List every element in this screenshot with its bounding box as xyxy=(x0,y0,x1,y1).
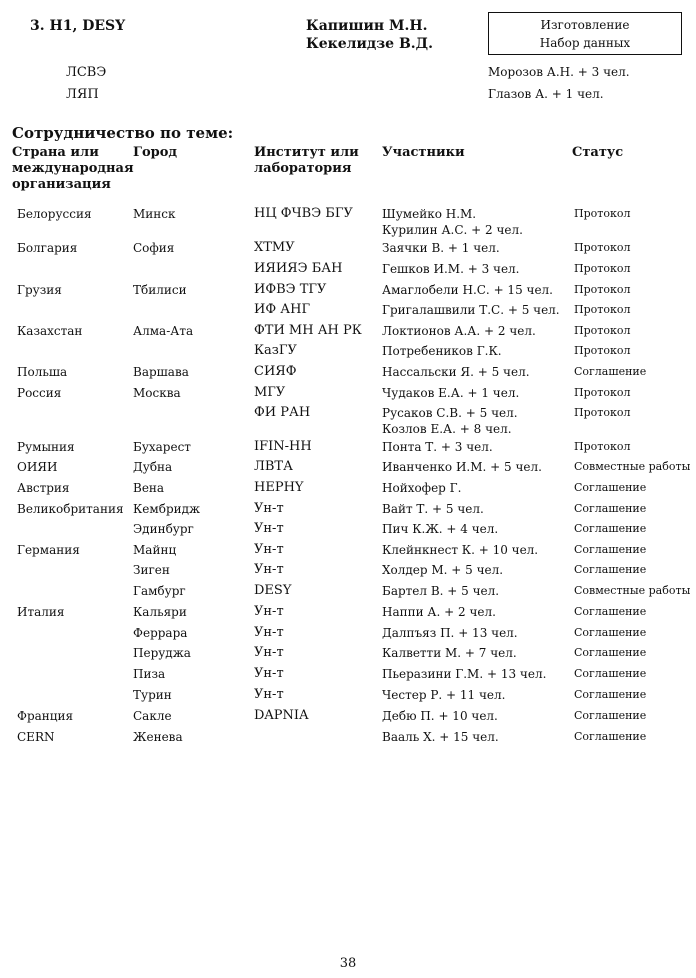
jinr-lab-name: ЛЯП xyxy=(66,87,99,102)
cell-city: Варшава xyxy=(133,365,189,379)
column-header-city: Город xyxy=(133,145,178,160)
cell-institute: DESY xyxy=(254,583,292,598)
cell-status: Соглашение xyxy=(574,502,647,515)
cell-participants: Потребеников Г.К. xyxy=(382,344,502,358)
cell-institute: ФТИ МН АН РК xyxy=(254,323,362,338)
cell-country: Польша xyxy=(17,365,68,379)
topic-number-title: 3. H1, DESY xyxy=(30,18,126,34)
page-number: 38 xyxy=(339,956,357,971)
topic-leader-2: Кекелидзе В.Д. xyxy=(306,36,433,52)
cell-country: Россия xyxy=(17,386,62,400)
cell-status: Соглашение xyxy=(574,481,647,494)
cell-city: София xyxy=(133,241,175,255)
cell-city: Алма-Ата xyxy=(133,324,194,338)
cell-participants: Амаглобели Н.С. + 15 чел. xyxy=(382,283,553,297)
cell-institute: НЕРНY xyxy=(254,480,304,495)
cell-city: Перуджа xyxy=(133,646,191,660)
cell-participants: Чудаков Е.А. + 1 чел. xyxy=(382,386,520,400)
cell-status: Соглашение xyxy=(574,522,647,535)
cell-participants: Вайт Т. + 5 чел. xyxy=(382,502,484,516)
cell-country: Франция xyxy=(17,709,74,723)
column-header-status: Статус xyxy=(572,145,624,160)
cell-participants: Вааль Х. + 15 чел. xyxy=(382,730,499,744)
cell-participants: Григалашвили Т.С. + 5 чел. xyxy=(382,303,560,317)
cell-participants-extra: Козлов Е.А. + 8 чел. xyxy=(382,422,512,436)
cell-status: Соглашение xyxy=(574,667,647,680)
cell-status: Соглашение xyxy=(574,688,647,701)
cell-country: Казахстан xyxy=(17,324,83,338)
cell-city: Зиген xyxy=(133,563,170,577)
cell-participants: Пьеразини Г.М. + 13 чел. xyxy=(382,667,547,681)
cell-status: Соглашение xyxy=(574,730,647,743)
cell-institute: МГУ xyxy=(254,385,286,400)
cell-status: Совместные работы xyxy=(574,460,691,473)
cell-city: Москва xyxy=(133,386,181,400)
cell-institute: Ун-т xyxy=(254,501,284,516)
cell-status: Соглашение xyxy=(574,563,647,576)
cell-participants-extra: Курилин А.С. + 2 чел. xyxy=(382,223,523,237)
cell-institute: Ун-т xyxy=(254,562,284,577)
cell-status: Соглашение xyxy=(574,543,647,556)
cell-status: Протокол xyxy=(574,283,631,296)
cell-country: Австрия xyxy=(17,481,70,495)
cell-institute: Ун-т xyxy=(254,604,284,619)
column-header-country: Страна или международная организация xyxy=(12,145,134,192)
cell-status: Протокол xyxy=(574,386,631,399)
cell-participants: Дебю П. + 10 чел. xyxy=(382,709,498,723)
cell-participants: Шумейко Н.М. xyxy=(382,207,477,221)
cell-institute: IFIN-НН xyxy=(254,439,312,454)
cell-participants: Нойхофер Г. xyxy=(382,481,462,495)
cell-city: Феррара xyxy=(133,626,188,640)
cell-participants: Холдер М. + 5 чел. xyxy=(382,563,504,577)
cell-status: Протокол xyxy=(574,241,631,254)
cell-status: Соглашение xyxy=(574,605,647,618)
cell-country: CERN xyxy=(17,730,55,744)
collaboration-title: Сотрудничество по теме: xyxy=(12,124,234,142)
cell-status: Протокол xyxy=(574,303,631,316)
cell-institute: ХТМУ xyxy=(254,240,295,255)
cell-city: Кальяри xyxy=(133,605,187,619)
stage-status-line-2: Набор данных xyxy=(539,36,631,50)
cell-institute: Ун-т xyxy=(254,521,284,536)
cell-participants: Заячки В. + 1 чел. xyxy=(382,241,500,255)
cell-institute: Ун-т xyxy=(254,687,284,702)
cell-city: Дубна xyxy=(133,460,173,474)
stage-status-box xyxy=(488,12,682,55)
topic-leader-1: Капишин М.Н. xyxy=(306,18,428,34)
cell-participants: Иванченко И.М. + 5 чел. xyxy=(382,460,542,474)
cell-city: Женева xyxy=(133,730,183,744)
cell-city: Минск xyxy=(133,207,176,221)
jinr-lab-people: Глазов А. + 1 чел. xyxy=(488,87,604,101)
cell-country: Грузия xyxy=(17,283,62,297)
column-header-participants: Участники xyxy=(382,145,465,160)
cell-status: Протокол xyxy=(574,344,631,357)
cell-institute: ИФ АНГ xyxy=(254,302,311,317)
cell-status: Соглашение xyxy=(574,709,647,722)
cell-city: Турин xyxy=(133,688,172,702)
cell-participants: Понта Т. + 3 чел. xyxy=(382,440,493,454)
cell-institute: Ун-т xyxy=(254,542,284,557)
cell-institute: КазГУ xyxy=(254,343,297,358)
cell-institute: СИЯФ xyxy=(254,364,297,379)
cell-country: Болгария xyxy=(17,241,78,255)
cell-participants: Далпъяз П. + 13 чел. xyxy=(382,626,518,640)
jinr-lab-name: ЛСВЭ xyxy=(66,65,107,80)
cell-institute: ФИ РАН xyxy=(254,405,311,420)
cell-institute: Ун-т xyxy=(254,625,284,640)
cell-city: Гамбург xyxy=(133,584,186,598)
cell-city: Эдинбург xyxy=(133,522,194,536)
cell-country: Белоруссия xyxy=(17,207,92,221)
cell-participants: Калветти М. + 7 чел. xyxy=(382,646,517,660)
cell-participants: Русаков С.В. + 5 чел. xyxy=(382,406,518,420)
cell-status: Протокол xyxy=(574,262,631,275)
cell-status: Протокол xyxy=(574,440,631,453)
cell-city: Пиза xyxy=(133,667,166,681)
cell-city: Майнц xyxy=(133,543,177,557)
cell-status: Протокол xyxy=(574,324,631,337)
cell-participants: Клейнкнест К. + 10 чел. xyxy=(382,543,539,557)
cell-country: Великобритания xyxy=(17,502,124,516)
cell-city: Вена xyxy=(133,481,165,495)
cell-status: Соглашение xyxy=(574,626,647,639)
jinr-lab-people: Морозов А.Н. + 3 чел. xyxy=(488,65,630,79)
cell-city: Кембридж xyxy=(133,502,201,516)
cell-institute: Ун-т xyxy=(254,645,284,660)
cell-institute: ЛВТА xyxy=(254,459,293,474)
cell-status: Протокол xyxy=(574,406,631,419)
cell-city: Бухарест xyxy=(133,440,191,454)
cell-city: Сакле xyxy=(133,709,172,723)
cell-participants: Честер Р. + 11 чел. xyxy=(382,688,506,702)
cell-institute: Ун-т xyxy=(254,666,284,681)
cell-country: Италия xyxy=(17,605,65,619)
cell-country: Румыния xyxy=(17,440,75,454)
cell-participants: Бартел В. + 5 чел. xyxy=(382,584,500,598)
cell-participants: Локтионов А.А. + 2 чел. xyxy=(382,324,536,338)
cell-status: Протокол xyxy=(574,207,631,220)
cell-country: Германия xyxy=(17,543,80,557)
cell-institute: DAPNIA xyxy=(254,708,309,723)
cell-participants: Пич К.Ж. + 4 чел. xyxy=(382,522,499,536)
cell-status: Соглашение xyxy=(574,365,647,378)
stage-status-line-1: Изготовление xyxy=(540,18,630,32)
column-header-institute: Институт или лаборатория xyxy=(254,145,359,176)
cell-status: Соглашение xyxy=(574,646,647,659)
cell-participants: Нассальски Я. + 5 чел. xyxy=(382,365,530,379)
cell-institute: ИЯИЯЭ БАН xyxy=(254,261,343,276)
cell-institute: ИФВЭ ТГУ xyxy=(254,282,327,297)
cell-city: Тбилиси xyxy=(133,283,187,297)
cell-participants: Гешков И.М. + 3 чел. xyxy=(382,262,520,276)
cell-institute: НЦ ФЧВЭ БГУ xyxy=(254,206,353,221)
cell-status: Совместные работы xyxy=(574,584,691,597)
cell-country: ОИЯИ xyxy=(17,460,58,474)
cell-participants: Наппи А. + 2 чел. xyxy=(382,605,496,619)
